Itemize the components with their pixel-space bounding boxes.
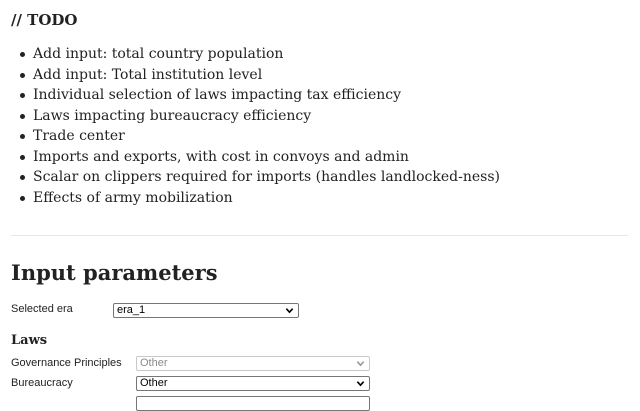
list-item: Add input: Total institution level — [0, 65, 500, 86]
list-item: Effects of army mobilization — [0, 188, 500, 209]
chevron-down-icon — [356, 379, 365, 388]
governance-principles-select[interactable] — [136, 356, 370, 371]
governance-principles-label: Governance Principles — [11, 357, 122, 369]
list-item: Add input: total country population — [0, 44, 500, 65]
selected-era-value: era_1 — [117, 304, 146, 316]
selected-era-label: Selected era — [11, 303, 73, 315]
todo-list — [0, 44, 500, 208]
list-item: Scalar on clippers required for imports (handles landlocked-ness) — [0, 167, 500, 188]
bureaucracy-select[interactable] — [136, 376, 370, 391]
law-select[interactable] — [136, 396, 370, 411]
list-item: Imports and exports, with cost in convoys and admin — [0, 147, 500, 168]
bureaucracy-label: Bureaucracy — [11, 377, 73, 389]
section-divider — [11, 235, 628, 236]
selected-era-select[interactable] — [113, 303, 299, 318]
chevron-down-icon — [285, 306, 294, 315]
todo-heading: // TODO — [11, 11, 78, 29]
list-item: Individual selection of laws impacting tax efficiency — [0, 85, 500, 106]
laws-heading: Laws — [11, 333, 48, 348]
input-parameters-heading: Input parameters — [11, 260, 218, 285]
list-item: Trade center — [0, 126, 500, 147]
governance-principles-value: Other — [140, 357, 168, 369]
chevron-down-icon — [356, 359, 365, 368]
bureaucracy-value: Other — [140, 377, 168, 389]
list-item: Laws impacting bureaucracy efficiency — [0, 106, 500, 127]
